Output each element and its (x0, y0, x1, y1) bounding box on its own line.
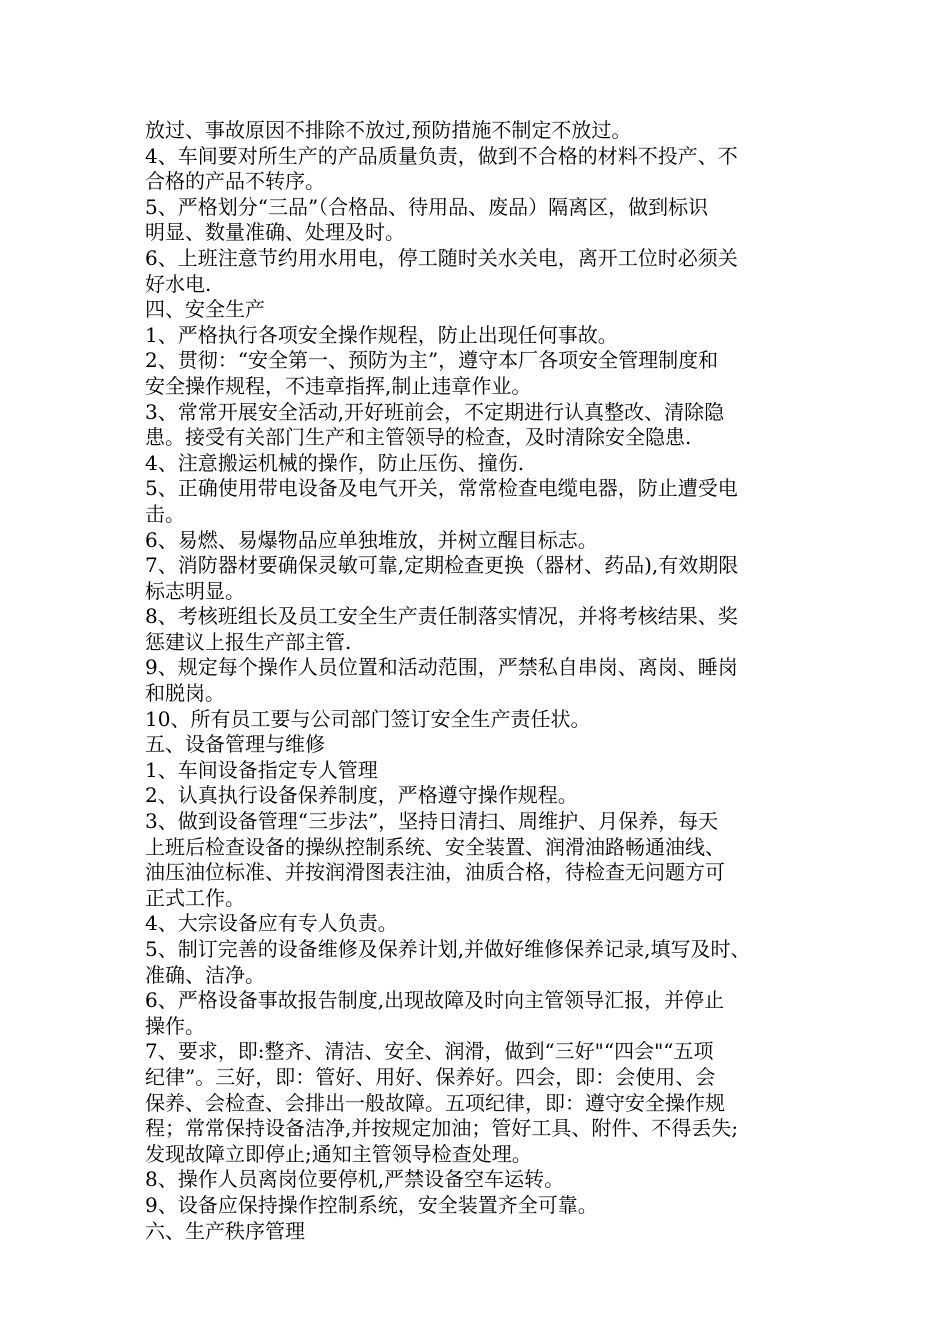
text-line: 程；常常保持设备洁净,并按规定加油；管好工具、附件、不得丢失; (145, 1116, 739, 1141)
text-line: 6、易燃、易爆物品应单独堆放，并树立醒目标志。 (145, 527, 598, 552)
text-line: 6、严格设备事故报告制度,出现故障及时向主管领导汇报，并停止 (145, 988, 725, 1013)
text-line: 放过、事故原因不排除不放过,预防措施不制定不放过。 (145, 118, 632, 142)
text-line: 8、考核班组长及员工安全生产责任制落实情况，并将考核结果、奖 (145, 604, 738, 629)
text-line: 油压油位标准、并按润滑图表注油，油质合格，待检查无问题方可 (145, 860, 725, 885)
text-line: 5、严格划分“三品”（合格品、待用品、废品）隔离区，做到标识 (145, 194, 709, 219)
text-line: 操作。 (145, 1013, 205, 1038)
text-line: 8、操作人员离岗位要停机,严禁设备空车运转。 (145, 1167, 565, 1192)
section-heading: 五、设备管理与维修 (145, 732, 325, 757)
text-line: 7、消防器材要确保灵敏可靠,定期检查更换（器材、药品),有效期限 (145, 553, 739, 578)
text-line: 9、设备应保持操作控制系统，安全装置齐全可靠。 (145, 1192, 598, 1217)
text-line: 发现故障立即停止;通知主管领导检查处理。 (145, 1141, 532, 1166)
text-line: 1、严格执行各项安全操作规程，防止出现任何事故。 (145, 322, 618, 347)
text-line: 好水电. (145, 271, 212, 296)
section-heading: 六、生产秩序管理 (145, 1218, 305, 1243)
text-line: 安全操作规程，不违章指挥,制止违章作业。 (145, 373, 532, 398)
text-line: 2、认真执行设备保养制度，严格遵守操作规程。 (145, 783, 578, 808)
text-line: 2、贯彻：“安全第一、预防为主”，遵守本厂各项安全管理制度和 (145, 348, 719, 373)
text-line: 6、上班注意节约用水用电，停工随时关水关电，离开工位时必须关 (145, 245, 738, 270)
text-line: 5、正确使用带电设备及电气开关，常常检查电缆电器，防止遭受电 (145, 476, 738, 501)
text-line: 3、做到设备管理“三步法”，坚持日清扫、周维护、月保养，每天 (145, 809, 719, 834)
text-line: 和脱岗。 (145, 681, 225, 706)
section-heading: 四、安全生产 (145, 297, 265, 322)
text-line: 明显、数量准确、处理及时。 (145, 220, 405, 245)
text-line: 患。接受有关部门生产和主管领导的检查，及时清除安全隐患. (145, 425, 692, 450)
text-line: 4、注意搬运机械的操作，防止压伤、撞伤. (145, 450, 525, 475)
text-line: 3、常常开展安全活动,开好班前会，不定期进行认真整改、清除隐 (145, 399, 725, 424)
text-line: 标志明显。 (145, 578, 245, 603)
text-line: 保养、会检查、会排出一般故障。五项纪律，即：遵守安全操作规 (145, 1090, 725, 1115)
text-line: 准确、洁净。 (145, 962, 265, 987)
text-line: 纪律”。三好，即：管好、用好、保养好。四会，即：会使用、会 (145, 1064, 716, 1089)
text-line: 7、要求，即:整齐、清洁、安全、润滑，做到“三好"“四会"“五项 (145, 1039, 714, 1064)
text-line: 9、规定每个操作人员位置和活动范围，严禁私自串岗、离岗、睡岗 (145, 655, 738, 680)
text-line: 5、制订完善的设备维修及保养计划,并做好维修保养记录,填写及时、 (145, 937, 751, 961)
text-line: 10、所有员工要与公司部门签订安全生产责任状。 (145, 706, 591, 731)
text-line: 正式工作。 (145, 885, 245, 910)
text-line: 合格的产品不转序。 (145, 169, 325, 194)
document-body (145, 118, 810, 1244)
text-line: 1、车间设备指定专人管理 (145, 757, 378, 782)
text-line: 4、大宗设备应有专人负责。 (145, 911, 398, 936)
text-line: 上班后检查设备的操纵控制系统、安全装置、润滑油路畅通油线、 (145, 834, 725, 859)
text-line: 4、车间要对所生产的产品质量负责，做到不合格的材料不投产、不 (145, 143, 738, 168)
text-line: 击。 (145, 501, 185, 526)
text-line: 惩建议上报生产部主管. (145, 629, 352, 654)
